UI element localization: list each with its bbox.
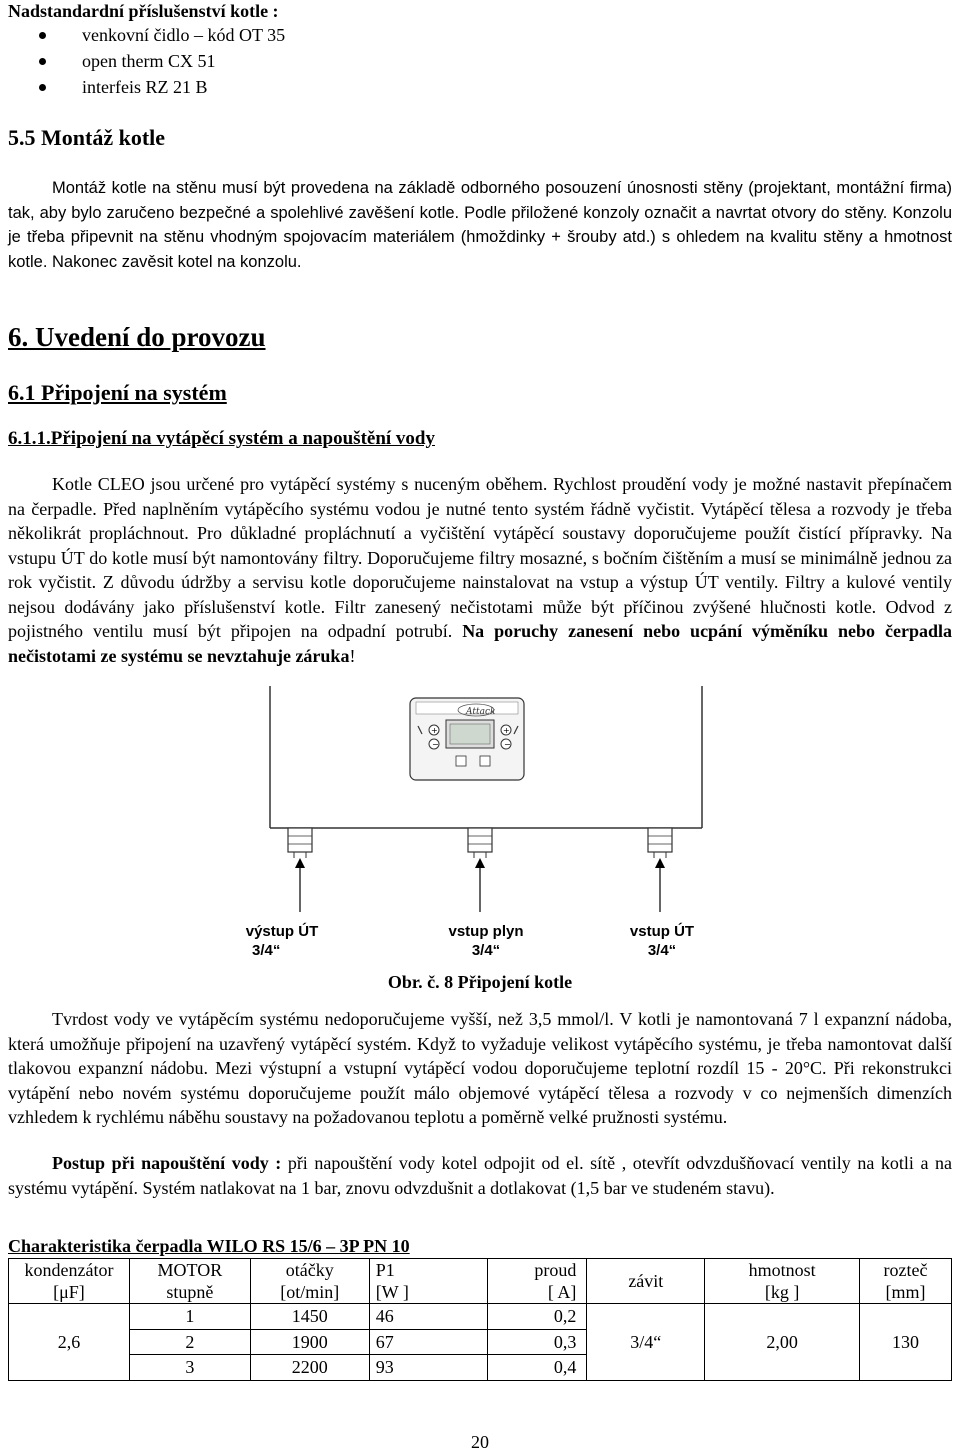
header-motor: MOTOR stupně xyxy=(129,1259,250,1304)
heating-system-paragraph: Kotle CLEO jsou určené pro vytápěcí systémy s nuceným oběhem. Rychlost proudění vody je možné nastavit přepínačem na čerpadle. Před naplněním vytápěcího systému vodou je nutné tento systém řádně vyčistit. Vytápěcí tělesa a rozvody je třeba několikrát propláchnout. Pro důkladné propláchnutí a vyčištění vytápěcí soustavy doporučujeme použít čistící přípravky. Na vstupu ÚT do kotle musí být namontovány filtry. Doporučujeme filtry mosazné, s bočním čištěním a musí se minimálně jednou za rok vyčistit. Z důvodu údržby a servisu kotle doporučujeme nainstalovat na vstup a výstup ÚT ventily. Filtry a kulové ventily nejsou dodávány jako příslušenství kotle. Filtr zanesený nečistotami může být příčinou zvýšené hlučnosti kotle. Odvod z pojistného ventilu musí být připojen na odpadní potrubí. Na poruchy zanesení nebo ucpání výměníku nebo čerpadla nečistotami ze systému se nevztahuje záruka! xyxy=(8,474,952,666)
montaz-paragraph: Montáž kotle na stěnu musí být provedena na základě odborného posouzení únosnosti stěny (projektant, montážní firma) tak, aby bylo zaručeno bezpečné a spolehlivé zavěšení kotle. Podle přiložené konzoly označit a navrtat otvory do stěny. Konzolu je třeba připevnit na stěnu vhodným spojovacím materiálem (hmoždinky + šrouby atd.) s ohledem na kvalitu stěny a hmotnost kotle. Nakonec zavěsit kotel na konzolu. xyxy=(8,179,952,271)
table-row xyxy=(9,1259,952,1304)
table-row: 2 1900 67 0,3 xyxy=(9,1329,952,1355)
header-roztec: rozteč [mm] xyxy=(860,1259,952,1304)
cell-zavit: 3/4“ xyxy=(587,1304,705,1381)
cell-roztec: 130 xyxy=(860,1304,952,1381)
label-outlet: výstup ÚT 3/4“ xyxy=(245,923,319,959)
filling-procedure-paragraph: Postup při napouštění vody : při napouštění vody kotel odpojit od el. sítě , otevřít odvzdušňovací ventily na kotli a na systému vytápění. Systém natlakovat na 1 bar, znovu odvzdušnit a dotlakovat (1,5 bar ve studeném stavu). xyxy=(8,1153,952,1198)
label-inlet: vstup ÚT 3/4“ xyxy=(629,923,695,959)
brand-logo: Attack xyxy=(466,707,496,717)
mode-button-icon xyxy=(456,756,466,766)
accessories-list xyxy=(0,22,285,100)
accessories-title: Nadstandardní příslušenství kotle : xyxy=(8,1,279,21)
svg-text:+: + xyxy=(503,726,510,735)
figure-caption: Obr. č. 8 Připojení kotle xyxy=(387,972,573,992)
header-hmotnost: hmotnost [kg ] xyxy=(705,1259,860,1304)
header-p1: P1 [W ] xyxy=(369,1259,487,1304)
cell-kondenzator: 2,6 xyxy=(9,1304,130,1381)
section-heading-montaz: 5.5 Montáž kotle xyxy=(8,125,166,150)
header-zavit: závit xyxy=(587,1259,705,1304)
section-heading-pripojeni: 6.1 Připojení na systém xyxy=(8,380,227,405)
connector-gas-icon xyxy=(468,828,492,912)
filling-procedure-label: Postup při napouštění vody : xyxy=(52,1153,282,1173)
svg-text:−: − xyxy=(432,740,439,749)
connector-inlet-icon xyxy=(648,828,672,912)
header-kondenzator: kondenzátor [μF] xyxy=(9,1259,130,1304)
connector-outlet-icon xyxy=(288,828,312,912)
chapter-heading-uvedeni: 6. Uvedení do provozu xyxy=(8,322,266,352)
reset-button-icon xyxy=(480,756,490,766)
list-item: open therm CX 51 xyxy=(0,48,285,74)
warranty-warning: Na poruchy zanesení nebo ucpání výměníku nebo čerpadla nečistotami ze systému se nevztahuje záruka xyxy=(8,621,952,666)
table-row: 2,6 1 1450 46 0,2 3/4“ 2,00 130 xyxy=(9,1304,952,1330)
pump-spec-table xyxy=(8,1258,952,1381)
boiler-connection-figure xyxy=(230,686,730,926)
list-item: venkovní čidlo – kód OT 35 xyxy=(0,22,285,48)
water-hardness-paragraph: Tvrdost vody ve vytápěcím systému nedoporučujeme vyšší, než 3,5 mmol/l. V kotli je namontovaná 7 l expanzní nádoba, která umožňuje připojení na uzavřený vytápěcí systém. Když to vyžaduje velikost vytápěcího systému, je třeba namontovat další tlakovou expanzní nádobu. Mezi výstupní a vstupní vytápěcí vodou doporučujeme teplotní rozdíl 15 - 20°C. Při rekonstrukci vytápění nebo novém systému doporučujeme použít málo objemové vytápěcí tělesa a rozvody v co nejmenších dimenzích vzhledem k rychlému náběhu soustavy na požadovanou teplotu a poměrně velké pružnosti systému. xyxy=(8,1009,952,1127)
table-row: 3 2200 93 0,4 xyxy=(9,1355,952,1381)
page-number: 20 xyxy=(471,1432,489,1452)
header-proud: proud [ A] xyxy=(487,1259,587,1304)
pump-table-title: Charakteristika čerpadla WILO RS 15/6 – 3P PN 10 xyxy=(8,1236,410,1256)
subsection-heading-611: 6.1.1.Připojení na vytápěcí systém a napouštění vody xyxy=(8,428,435,449)
header-otacky: otáčky [ot/min] xyxy=(250,1259,369,1304)
svg-text:−: − xyxy=(504,740,511,749)
label-gas: vstup plyn 3/4“ xyxy=(448,923,524,959)
boiler-diagram xyxy=(230,686,730,926)
list-item: interfeis RZ 21 B xyxy=(0,74,285,100)
svg-text:+: + xyxy=(431,726,438,735)
cell-hmotnost: 2,00 xyxy=(705,1304,860,1381)
